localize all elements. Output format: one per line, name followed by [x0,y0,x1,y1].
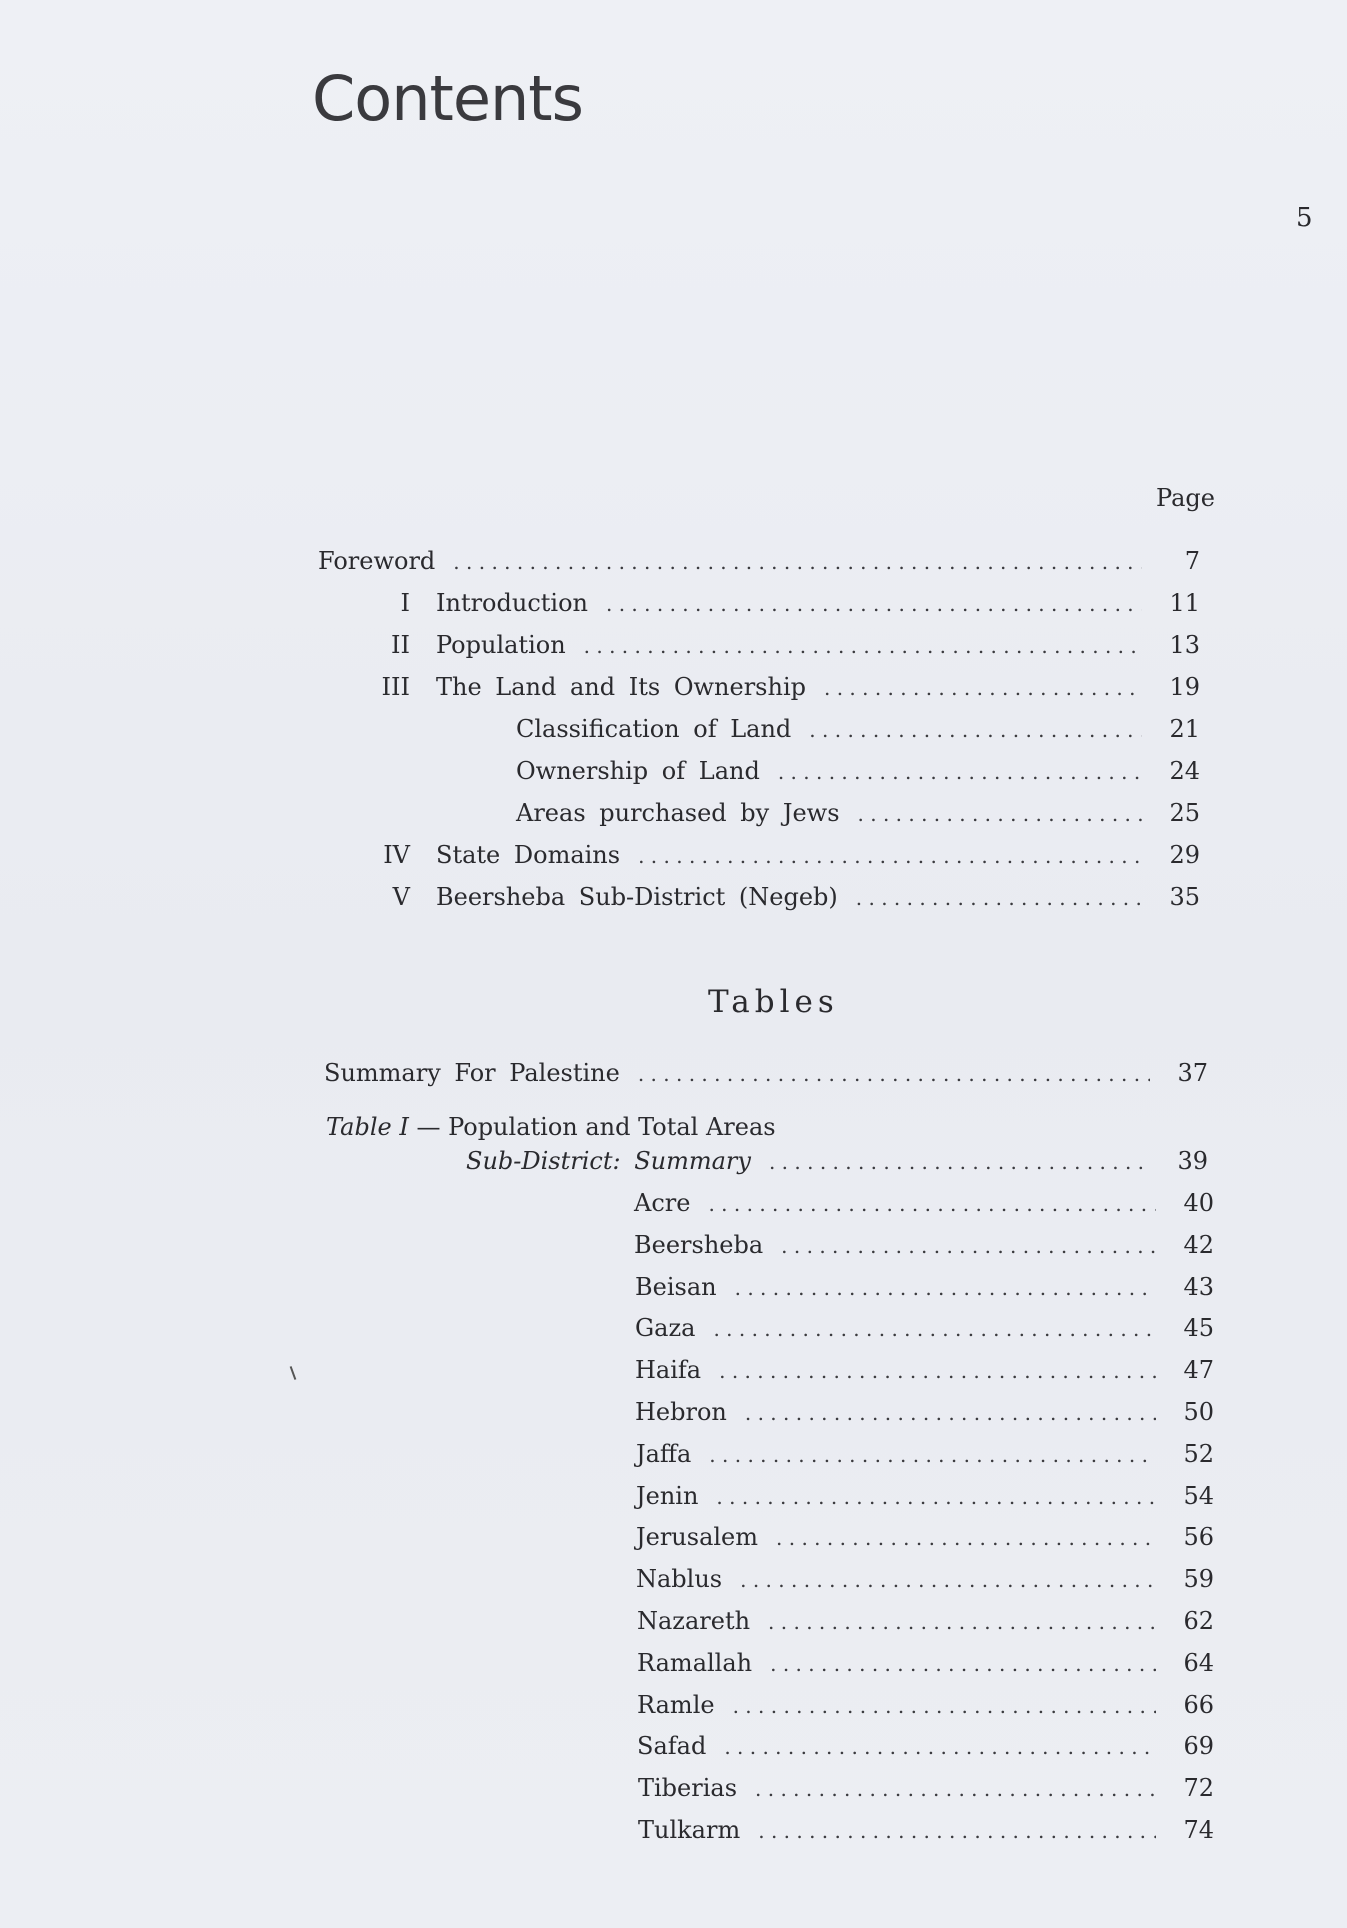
tables-heading: Tables [708,984,839,1020]
district-page: 50 [1183,1398,1214,1426]
leader-dots [453,545,1142,579]
leader-dots [769,1145,1150,1179]
district-name: Ramle [637,1690,715,1719]
leader-dots [809,713,1142,747]
leader-dots [858,797,1142,831]
leader-dots [758,1814,1156,1848]
leader-dots [638,839,1142,873]
leader-dots [778,755,1142,789]
district-name: Hebron [635,1398,727,1426]
leader-dots [708,1187,1156,1221]
district-name: Haifa [635,1356,702,1385]
district-name: Jerusalem [636,1523,759,1552]
toc-entry-introduction: I Introduction . . . 11 [370,586,1200,620]
leader-dots [638,1057,1150,1091]
district-name: Gaza [635,1314,696,1343]
district-name: Beisan [635,1272,717,1301]
district-entry [636,1520,1214,1554]
toc-entry-population: II Population . . . 13 [370,628,1200,662]
toc-entry-subdistrict-summary: Sub-District: Summary . . . 39 [466,1144,1208,1178]
district-page: 69 [1183,1732,1214,1761]
leader-dots [713,1312,1156,1346]
toc-entry-foreword: Foreword . . . 7 [318,544,1200,578]
page-number: 5 [1296,203,1313,233]
district-entry [636,1562,1214,1596]
district-page: 42 [1183,1230,1214,1259]
district-page: 59 [1183,1565,1214,1594]
district-entry [637,1646,1214,1680]
leader-dots [856,881,1142,915]
district-page: 66 [1183,1690,1214,1719]
scan-mark [290,1366,297,1380]
district-name: Beersheba [634,1230,764,1259]
district-entry [637,1729,1214,1763]
district-page: 72 [1183,1774,1214,1803]
district-page: 54 [1183,1481,1214,1510]
district-entry [638,1813,1214,1847]
district-name: Jaffa [636,1439,692,1468]
district-name: Tiberias [638,1774,738,1803]
district-entry [638,1771,1214,1805]
toc-entry-land-ownership: III The Land and Its Ownership . . . 19 [370,670,1200,704]
district-entry [635,1311,1214,1345]
leader-dots [733,1689,1156,1723]
toc-entry-classification: Classification of Land . . . 21 [516,712,1200,746]
district-name: Ramallah [637,1648,753,1677]
toc-entry-summary-palestine: Summary For Palestine . . . 37 [324,1056,1208,1090]
district-name: Nazareth [637,1607,751,1635]
page-title: Contents [312,62,583,135]
toc-entry-ownership: Ownership of Land . . . 24 [516,754,1200,788]
district-entry [635,1270,1214,1304]
district-page: 52 [1183,1439,1214,1468]
leader-dots [716,1480,1156,1514]
district-page: 56 [1183,1523,1214,1552]
district-entry [634,1186,1214,1220]
district-name: Safad [637,1732,707,1761]
district-entry [635,1353,1214,1387]
district-page: 47 [1183,1356,1214,1385]
leader-dots [606,587,1142,621]
leader-dots [724,1730,1156,1764]
leader-dots [776,1521,1156,1555]
district-entry [636,1437,1214,1471]
leader-dots [770,1647,1156,1681]
district-page: 64 [1183,1648,1214,1677]
district-page: 43 [1183,1272,1214,1301]
toc-entry-areas-purchased: Areas purchased by Jews . . . 25 [516,796,1200,830]
district-entry [634,1228,1214,1262]
district-name: Acre [634,1189,691,1217]
district-page: 74 [1183,1816,1214,1844]
leader-dots [755,1772,1156,1806]
district-entry [637,1604,1214,1638]
district-name: Nablus [636,1565,723,1594]
leader-dots [735,1271,1156,1305]
district-entry [637,1688,1214,1722]
leader-dots [768,1605,1156,1639]
leader-dots [584,629,1142,663]
district-page: 40 [1183,1189,1214,1217]
leader-dots [745,1396,1156,1430]
district-name: Tulkarm [638,1816,741,1844]
district-entry [636,1479,1214,1513]
district-page: 45 [1183,1314,1214,1343]
leader-dots [740,1563,1156,1597]
table1-heading: Table I — Population and Total Areas [326,1113,776,1141]
district-name: Jenin [636,1481,699,1510]
page-column-header: Page [1156,484,1215,512]
district-page: 62 [1183,1607,1214,1635]
toc-entry-beersheba: V Beersheba Sub-District (Negeb) . . . 35 [370,880,1200,914]
leader-dots [781,1229,1156,1263]
district-entry [635,1395,1214,1429]
leader-dots [824,671,1142,705]
toc-entry-state-domains: IV State Domains . . . 29 [370,838,1200,872]
leader-dots [719,1354,1156,1388]
leader-dots [709,1438,1156,1472]
